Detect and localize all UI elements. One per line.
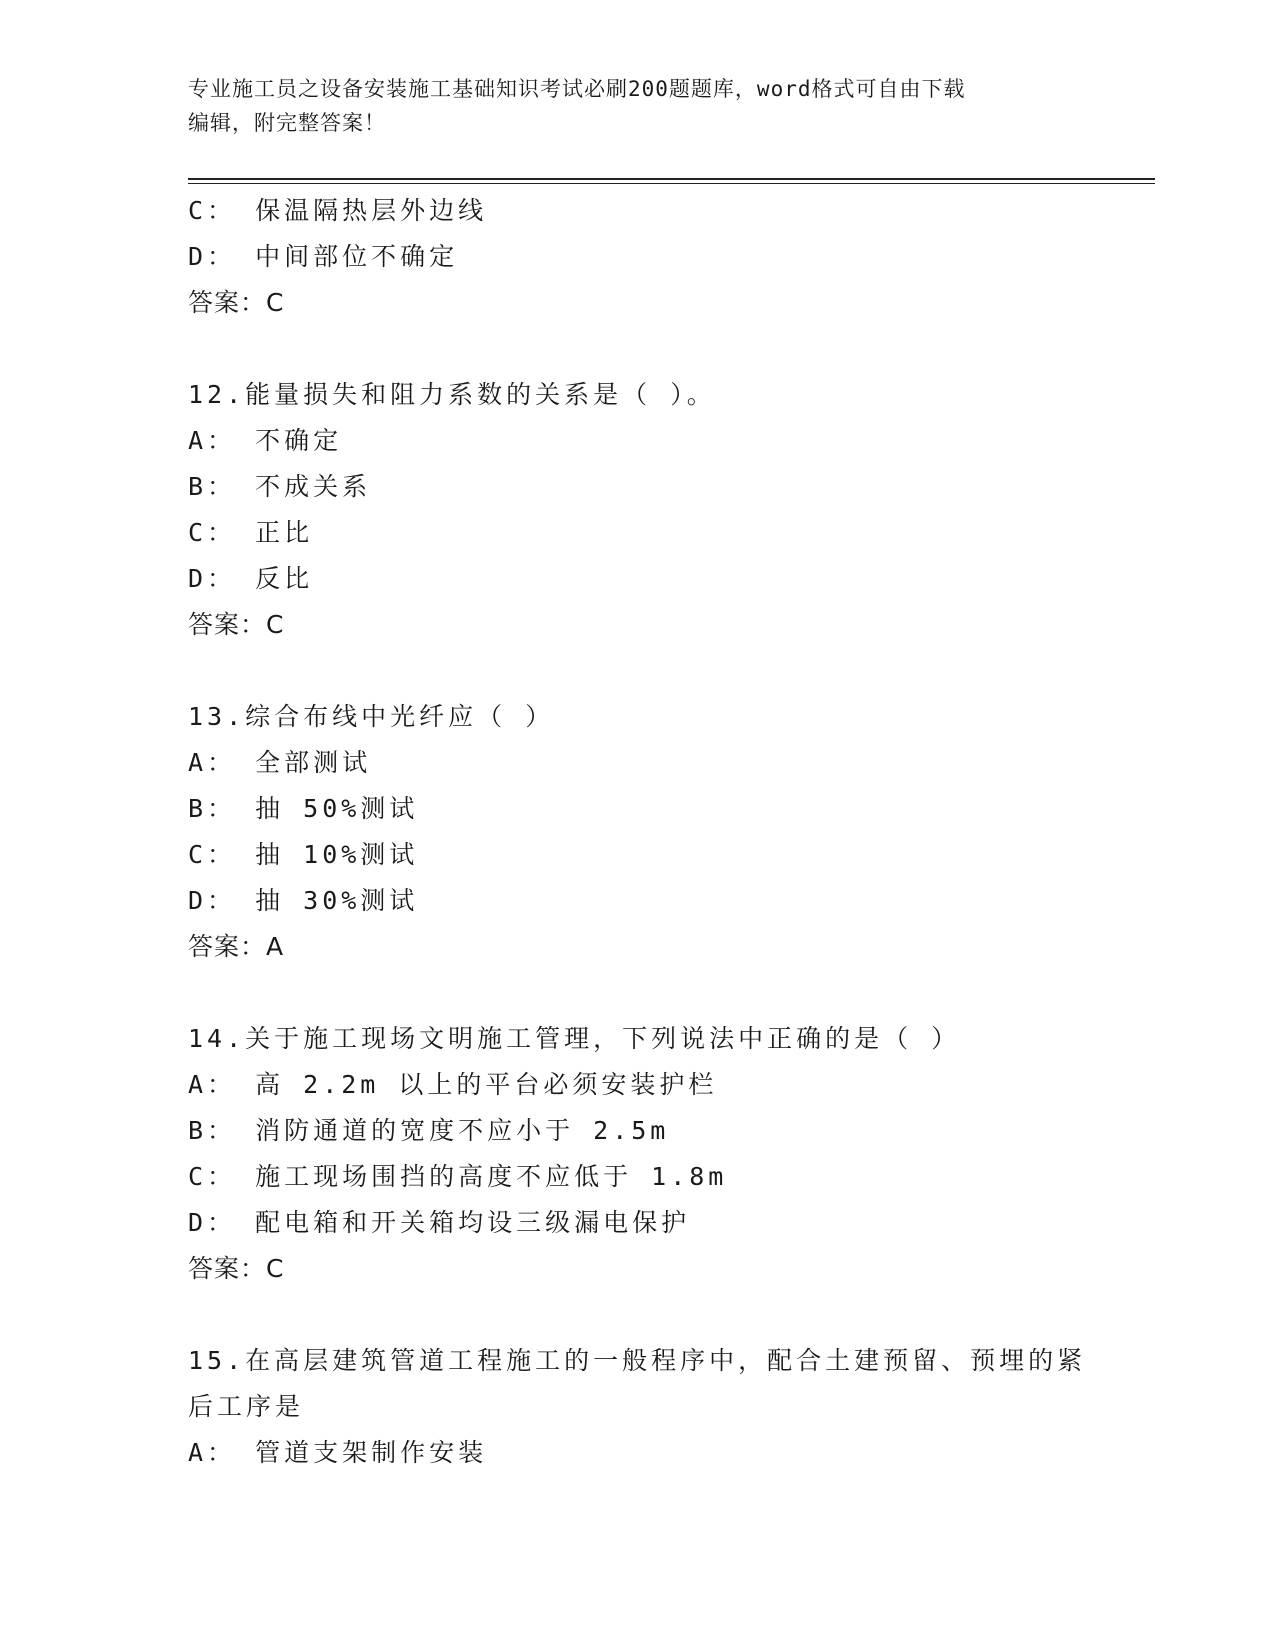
document-header [188, 72, 1088, 140]
option-d: D： 中间部位不确定 [188, 242, 459, 271]
question-text: 12.能量损失和阻力系数的关系是（ ）。 [188, 380, 716, 409]
spacer [188, 1292, 1108, 1338]
option-b: B： 抽 50%测试 [188, 794, 419, 823]
option-b: B： 消防通道的宽度不应小于 2.5m [188, 1116, 670, 1145]
question-block-13 [188, 694, 1108, 970]
option-d: D： 配电箱和开关箱均设三级漏电保护 [188, 1208, 691, 1237]
answer-line: 答案：C [188, 610, 285, 639]
spacer [188, 648, 1108, 694]
option-c: C： 正比 [188, 518, 314, 547]
header-line-1: 专业施工员之设备安装施工基础知识考试必刷200题题库，word格式可自由下载 [188, 77, 966, 101]
question-block-12 [188, 372, 1108, 648]
option-a: A： 全部测试 [188, 748, 372, 777]
option-c: C： 施工现场围挡的高度不应低于 1.8m [188, 1162, 728, 1191]
header-rule-thick [188, 178, 1155, 180]
question-text-line-2: 后工序是 [188, 1392, 305, 1421]
spacer [188, 970, 1108, 1016]
question-text: 13.综合布线中光纤应（ ） [188, 702, 555, 731]
answer-line: 答案：C [188, 1254, 285, 1283]
question-block-15 [188, 1338, 1108, 1476]
question-text-line-1: 15.在高层建筑管道工程施工的一般程序中，配合土建预留、预埋的紧 [188, 1346, 1087, 1375]
question-block-11 [188, 188, 1108, 326]
option-d: D： 抽 30%测试 [188, 886, 419, 915]
header-rule-thin [188, 183, 1155, 184]
question-block-14 [188, 1016, 1108, 1292]
option-a: A： 管道支架制作安装 [188, 1438, 488, 1467]
option-b: B： 不成关系 [188, 472, 372, 501]
option-c: C： 抽 10%测试 [188, 840, 419, 869]
question-list [188, 188, 1108, 1476]
option-a: A： 高 2.2m 以上的平台必须安装护栏 [188, 1070, 718, 1099]
question-text: 14.关于施工现场文明施工管理，下列说法中正确的是（ ） [188, 1024, 961, 1053]
spacer [188, 326, 1108, 372]
answer-line: 答案：C [188, 288, 285, 317]
option-c: C： 保温隔热层外边线 [188, 196, 488, 225]
option-d: D： 反比 [188, 564, 314, 593]
answer-line: 答案：A [188, 932, 285, 961]
header-line-2: 编辑，附完整答案！ [188, 111, 386, 135]
option-a: A： 不确定 [188, 426, 343, 455]
